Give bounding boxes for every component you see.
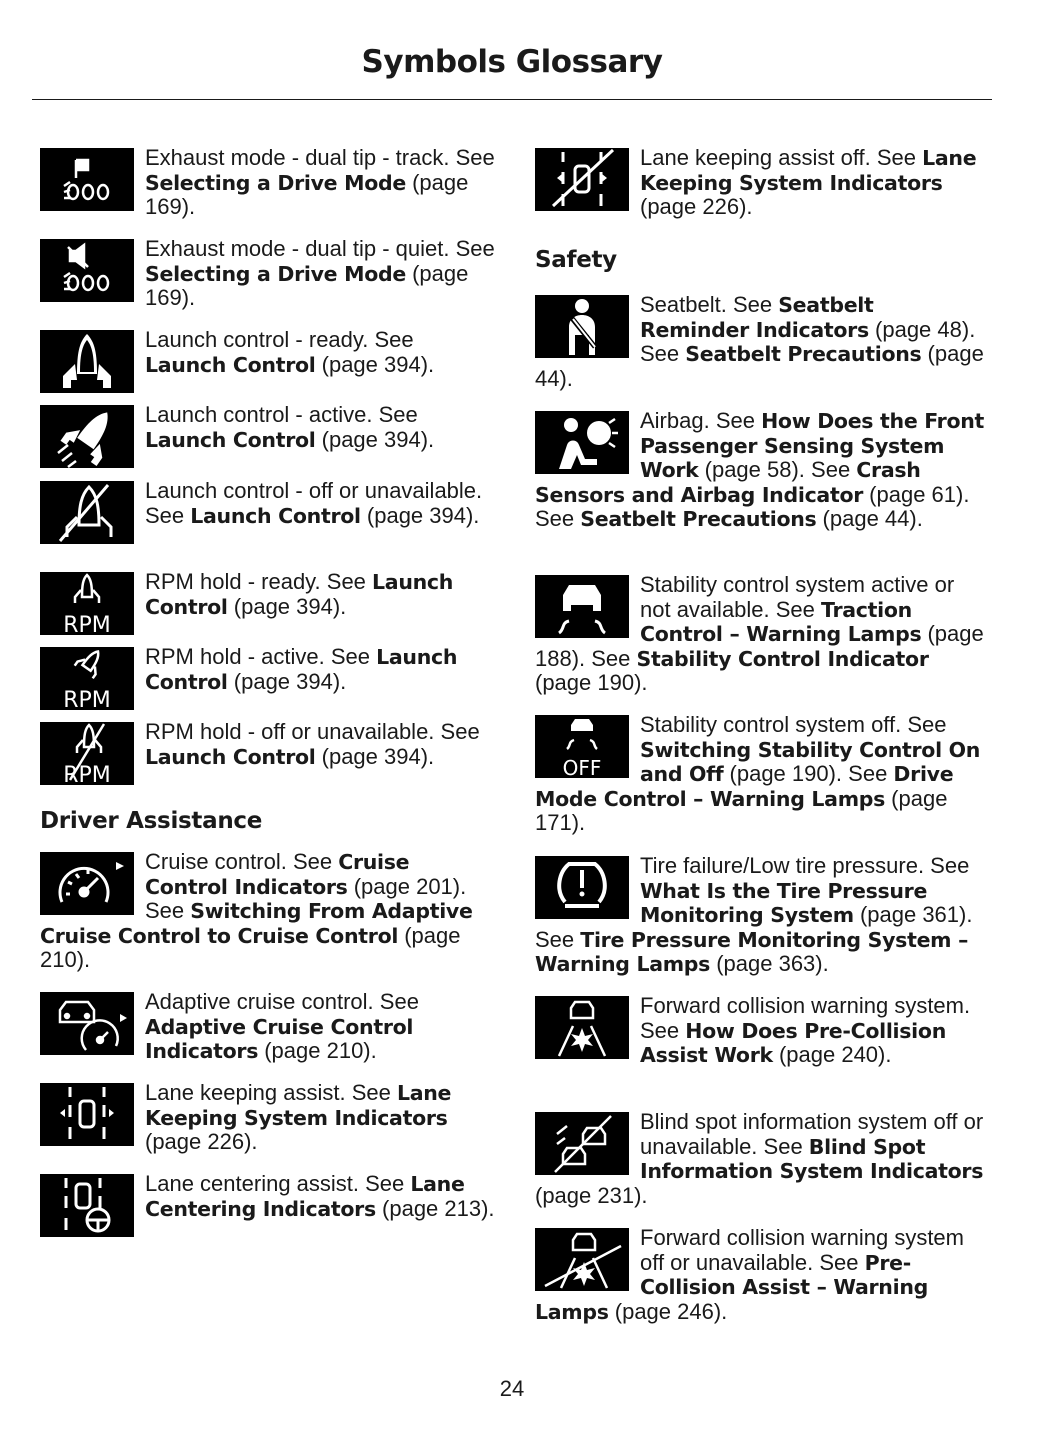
glossary-entry bbox=[535, 409, 987, 573]
entry-text: Launch control - ready. See Launch Control (page 394). bbox=[145, 327, 435, 377]
launch-off-icon bbox=[40, 481, 134, 544]
glossary-entry bbox=[40, 403, 495, 479]
svg-text:RPM: RPM bbox=[63, 613, 111, 635]
entry-text: Forward collision warning system. See How Does Pre-Collision Assist Work (page 240). bbox=[640, 993, 971, 1068]
entry-text: Cruise control. See Cruise Control Indicators (page 201). See Switching From Adaptive Cruise Control to Cruise Control (page 210). bbox=[40, 849, 473, 973]
svg-text:RPM: RPM bbox=[63, 688, 111, 710]
glossary-entry bbox=[535, 293, 987, 409]
stability-off-icon bbox=[535, 715, 629, 778]
forward-collision-off-icon bbox=[535, 1228, 629, 1291]
entry-text: Lane centering assist. See Lane Centering Indicators (page 213). bbox=[145, 1171, 495, 1221]
glossary-entry bbox=[535, 994, 987, 1110]
entry-text: Blind spot information system off or unavailable. See Blind Spot Information System Indicators (page 231). bbox=[535, 1109, 984, 1208]
rpm-active-icon bbox=[40, 647, 134, 710]
left-column bbox=[40, 146, 495, 1263]
tire-pressure-icon bbox=[535, 856, 629, 919]
blind-spot-off-icon bbox=[535, 1112, 629, 1175]
glossary-entry bbox=[40, 1172, 495, 1263]
lane-keeping-icon bbox=[40, 1083, 134, 1146]
glossary-entry bbox=[40, 570, 495, 645]
entry-text: RPM hold - off or unavailable. See Launch Control (page 394). bbox=[145, 719, 480, 769]
entry-text: Exhaust mode - dual tip - quiet. See Selecting a Drive Mode (page 169). bbox=[145, 236, 495, 311]
svg-text:RPM: RPM bbox=[63, 763, 111, 785]
forward-collision-icon bbox=[535, 996, 629, 1059]
entry-text: Exhaust mode - dual tip - track. See Selecting a Drive Mode (page 169). bbox=[145, 145, 495, 220]
glossary-entry bbox=[40, 1081, 495, 1172]
glossary-entry bbox=[40, 850, 495, 990]
glossary-entry bbox=[40, 990, 495, 1081]
glossary-entry bbox=[535, 1226, 987, 1326]
glossary-entry bbox=[535, 146, 987, 247]
entry-text: Launch control - off or unavailable. See Launch Control (page 394). bbox=[145, 478, 483, 528]
entry-text: RPM hold - ready. See Launch Control (page 394). bbox=[145, 569, 454, 619]
launch-active-icon bbox=[40, 405, 134, 468]
exhaust-track-icon bbox=[40, 148, 134, 211]
entry-text: Lane keeping assist. See Lane Keeping System Indicators (page 226). bbox=[145, 1080, 452, 1155]
glossary-entry bbox=[40, 479, 495, 570]
glossary-entry bbox=[535, 854, 987, 994]
entry-text: Airbag. See How Does the Front Passenger Sensing System Work (page 58). See Crash Sensors and Airbag Indicator (page 61). See Seatbelt Precautions (page 44). bbox=[535, 408, 985, 532]
section-heading-driver-assistance: Driver Assistance bbox=[40, 808, 263, 834]
glossary-entry bbox=[40, 645, 495, 720]
entry-text: Seatbelt. See Seatbelt Reminder Indicators (page 48). See Seatbelt Precautions (page 44). bbox=[535, 292, 984, 391]
rpm-off-icon bbox=[40, 722, 134, 785]
glossary-entry bbox=[40, 146, 495, 237]
entry-text: Launch control - active. See Launch Control (page 394). bbox=[145, 402, 435, 452]
stability-control-icon bbox=[535, 575, 629, 638]
entry-text: Tire failure/Low tire pressure. See What Is the Tire Pressure Monitoring System (page 361). See Tire Pressure Monitoring System – Warning Lamps (page 363). bbox=[535, 853, 973, 977]
entry-text: Adaptive cruise control. See Adaptive Cruise Control Indicators (page 210). bbox=[145, 989, 419, 1064]
entry-text: Stability control system active or not available. See Traction Control – Warning Lamps (page 188). See Stability Control Indicator (page 190). bbox=[535, 572, 984, 696]
page-title: Symbols Glossary bbox=[361, 44, 663, 80]
rpm-ready-icon bbox=[40, 572, 134, 635]
svg-text:OFF: OFF bbox=[562, 756, 602, 778]
glossary-entry bbox=[40, 237, 495, 328]
glossary-entry bbox=[535, 1110, 987, 1226]
lane-keeping-off-icon bbox=[535, 148, 629, 211]
lane-centering-icon bbox=[40, 1174, 134, 1237]
glossary-entry bbox=[40, 720, 495, 808]
launch-ready-icon bbox=[40, 330, 134, 393]
title-divider bbox=[32, 99, 992, 100]
glossary-entry bbox=[535, 713, 987, 854]
glossary-entry bbox=[535, 573, 987, 713]
entry-text: RPM hold - active. See Launch Control (page 394). bbox=[145, 644, 458, 694]
right-column bbox=[535, 146, 987, 1326]
exhaust-quiet-icon bbox=[40, 239, 134, 302]
glossary-entry bbox=[40, 328, 495, 403]
page-number: 24 bbox=[499, 1376, 525, 1401]
airbag-icon bbox=[535, 411, 629, 474]
entry-text: Lane keeping assist off. See Lane Keeping System Indicators (page 226). bbox=[640, 145, 977, 220]
entry-text: Stability control system off. See Switching Stability Control On and Off (page 190). See Drive Mode Control – Warning Lamps (page 171). bbox=[535, 712, 981, 836]
adaptive-cruise-icon bbox=[40, 992, 134, 1055]
section-heading-safety: Safety bbox=[535, 247, 617, 273]
cruise-control-icon bbox=[40, 852, 134, 915]
seatbelt-icon bbox=[535, 295, 629, 358]
entry-text: Forward collision warning system off or unavailable. See Pre-Collision Assist – Warning Lamps (page 246). bbox=[535, 1225, 964, 1324]
